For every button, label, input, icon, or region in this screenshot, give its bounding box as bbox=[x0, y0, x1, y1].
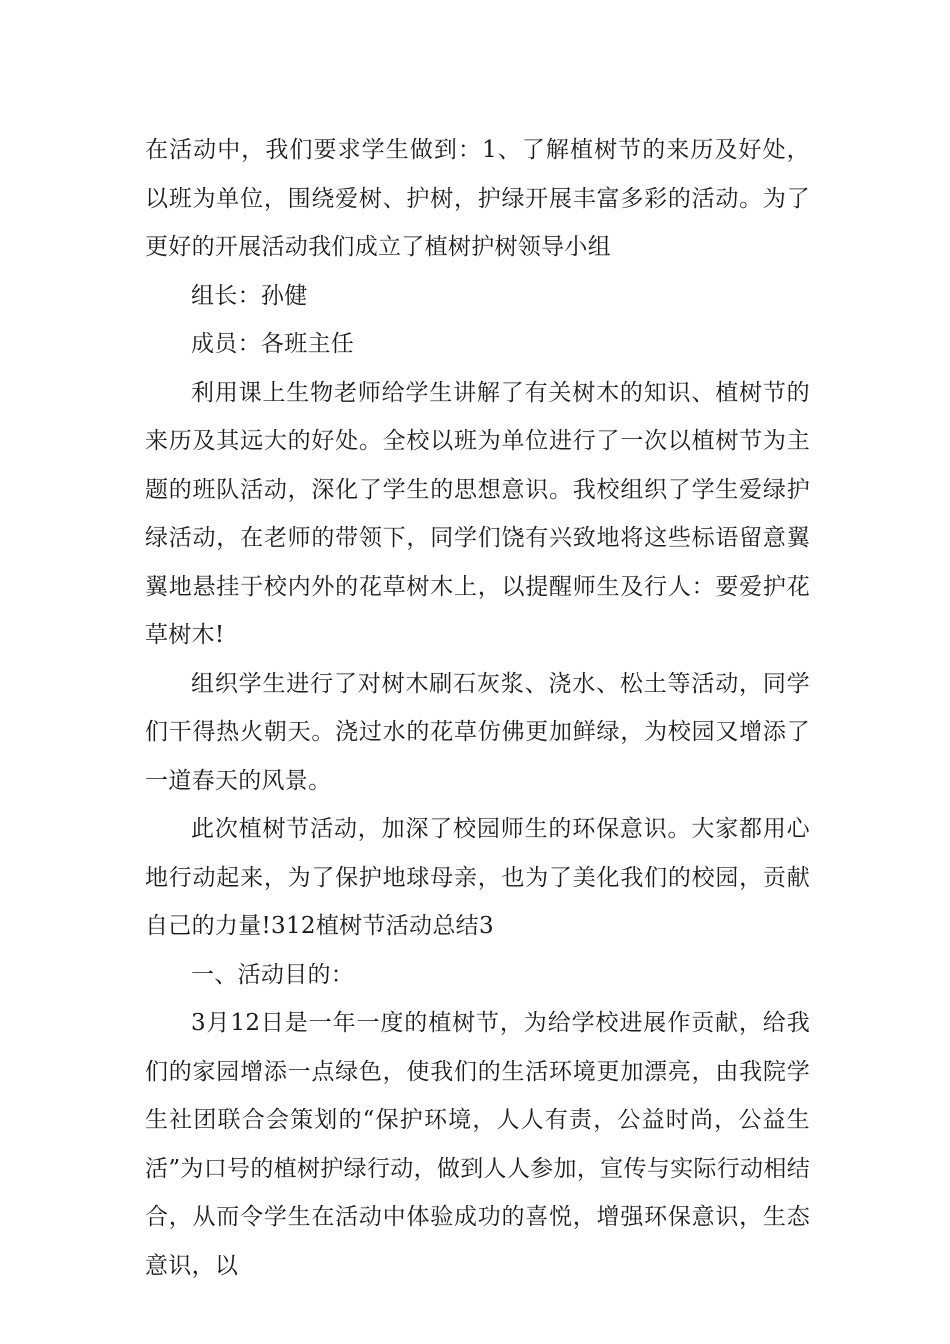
section-heading-purpose: 一、活动目的： bbox=[191, 961, 355, 988]
paragraph-biology-lesson: 利用课上生物老师给学生讲解了有关树木的知识、植树节的来历及其远大的好处。全校以班为单位进行了一次以植树节为主题的班队活动，深化了学生的思想意识。我校组织了学生爱绿护绿活动，在老师的带领下，同学们饶有兴致地将这些标语留意翼翼地悬挂于校内外的花草树木上，以提醒师生及行人：要爱护花草树木! bbox=[145, 379, 810, 648]
paragraph-activity-intro: 在活动中，我们要求学生做到：1、了解植树节的来历及好处，以班为单位，围绕爱树、护树，护绿开展丰富多彩的活动。为了更好的开展活动我们成立了植树护树领导小组 bbox=[145, 137, 810, 260]
paragraph-group-leader: 组长：孙健 bbox=[191, 282, 308, 309]
document-page bbox=[145, 126, 810, 1290]
paragraph-members: 成员：各班主任 bbox=[191, 331, 355, 357]
paragraph-purpose-body: 3月12日是一年一度的植树节，为给学校进展作贡献，给我们的家园增添一点绿色，使我们的生活环境更加漂亮，由我院学生社团联合会策划的“保护环境，人人有责，公益时尚，公益生活”为口号的植树护绿行动，做到人人参加，宣传与实际行动相结合，从而令学生在活动中体验成功的喜悦，增强环保意识，生态意识，以 bbox=[145, 1010, 810, 1279]
paragraph-summary: 此次植树节活动，加深了校园师生的环保意识。大家都用心地行动起来，为了保护地球母亲，也为了美化我们的校园，贡献自己的力量!312植树节活动总结3 bbox=[145, 816, 810, 939]
paragraph-tree-care: 组织学生进行了对树木刷石灰浆、浇水、松土等活动，同学们干得热火朝天。浇过水的花草仿佛更加鲜绿，为校园又增添了一道春天的风景。 bbox=[145, 670, 810, 794]
